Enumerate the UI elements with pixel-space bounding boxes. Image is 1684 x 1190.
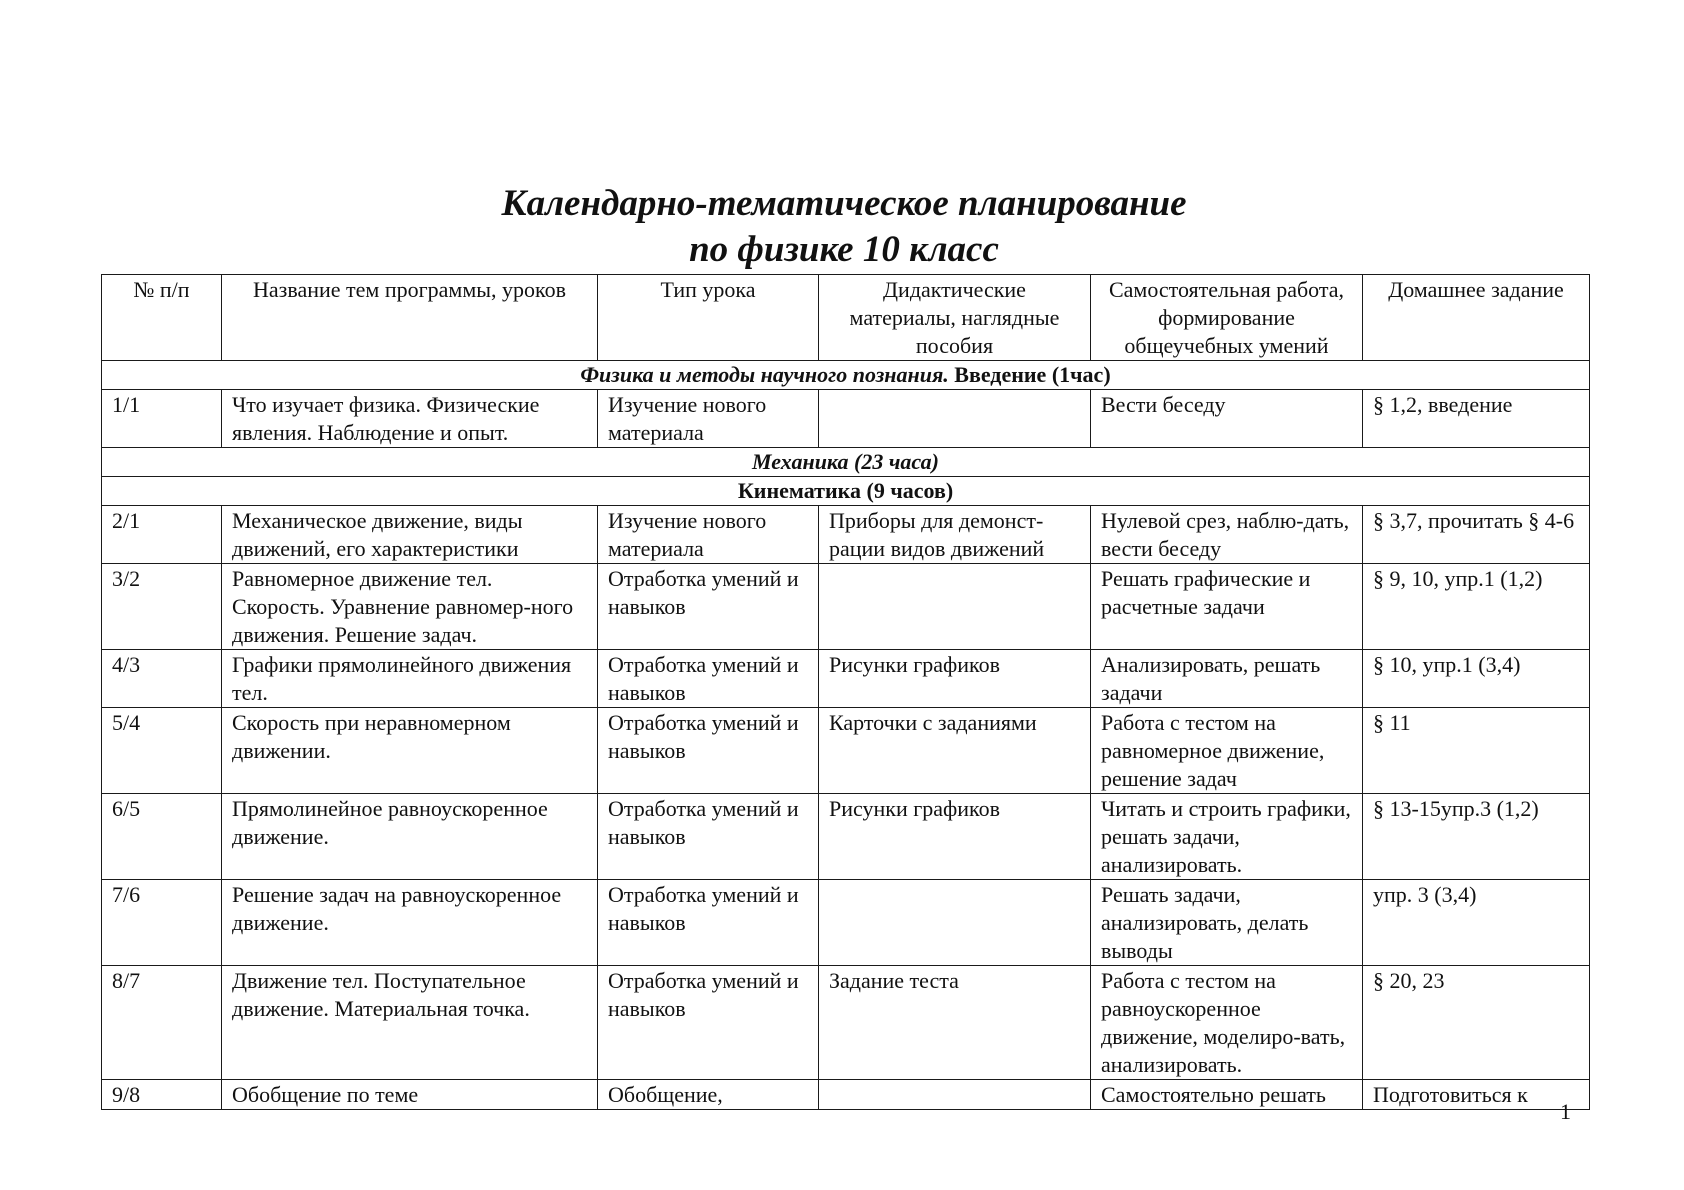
table-row: [102, 966, 1590, 1080]
cell-topic: Графики прямолинейного движения тел.: [222, 650, 598, 708]
plan-table: [101, 274, 1590, 1110]
header-lesson-type: Тип урока: [598, 275, 819, 361]
table-row: [102, 650, 1590, 708]
cell-homework: упр. 3 (3,4): [1363, 880, 1590, 966]
header-topic: Название тем программы, уроков: [222, 275, 598, 361]
section-row: [102, 361, 1590, 390]
table-row: [102, 564, 1590, 650]
header-materials: Дидактические материалы, наглядные пособия: [819, 275, 1091, 361]
cell-lesson-type: Отработка умений и навыков: [598, 708, 819, 794]
cell-independent-work: Читать и строить графики, решать задачи, анализировать.: [1091, 794, 1363, 880]
cell-lesson-type: Изучение нового материала: [598, 390, 819, 448]
cell-num: 1/1: [102, 390, 222, 448]
cell-independent-work: Самостоятельно решать: [1091, 1080, 1363, 1110]
cell-num: 3/2: [102, 564, 222, 650]
cell-topic: Обобщение по теме: [222, 1080, 598, 1110]
title-line-2: по физике 10 класс: [689, 229, 999, 270]
header-homework: Домашнее задание: [1363, 275, 1590, 361]
cell-homework: § 3,7, прочитать § 4-6: [1363, 506, 1590, 564]
cell-homework: Подготовиться к: [1363, 1080, 1590, 1110]
cell-lesson-type: Отработка умений и навыков: [598, 880, 819, 966]
cell-independent-work: Решать задачи, анализировать, делать выводы: [1091, 880, 1363, 966]
table-row: [102, 506, 1590, 564]
cell-independent-work: Анализировать, решать задачи: [1091, 650, 1363, 708]
table-row: [102, 880, 1590, 966]
cell-independent-work: Работа с тестом на равномерное движение, решение задач: [1091, 708, 1363, 794]
table-row: [102, 708, 1590, 794]
cell-materials: [819, 1080, 1091, 1110]
cell-lesson-type: Отработка умений и навыков: [598, 650, 819, 708]
cell-homework: § 10, упр.1 (3,4): [1363, 650, 1590, 708]
cell-independent-work: Работа с тестом на равноускоренное движение, моделиро-вать, анализировать.: [1091, 966, 1363, 1080]
cell-materials: Карточки с заданиями: [819, 708, 1091, 794]
cell-materials: Рисунки графиков: [819, 794, 1091, 880]
cell-lesson-type: Обобщение,: [598, 1080, 819, 1110]
cell-topic: Скорость при неравномерном движении.: [222, 708, 598, 794]
cell-independent-work: Решать графические и расчетные задачи: [1091, 564, 1363, 650]
cell-materials: Приборы для демонст-рации видов движений: [819, 506, 1091, 564]
cell-lesson-type: Отработка умений и навыков: [598, 966, 819, 1080]
table-header-row: [102, 275, 1590, 361]
cell-num: 7/6: [102, 880, 222, 966]
cell-materials: Рисунки графиков: [819, 650, 1091, 708]
section-row: [102, 448, 1590, 477]
cell-homework: § 11: [1363, 708, 1590, 794]
cell-homework: § 20, 23: [1363, 966, 1590, 1080]
cell-num: 6/5: [102, 794, 222, 880]
cell-topic: Прямолинейное равноускоренное движение.: [222, 794, 598, 880]
table-row: [102, 390, 1590, 448]
cell-materials: Задание теста: [819, 966, 1091, 1080]
cell-topic: Что изучает физика. Физические явления. Наблюдение и опыт.: [222, 390, 598, 448]
cell-materials: [819, 390, 1091, 448]
cell-num: 9/8: [102, 1080, 222, 1110]
cell-homework: § 9, 10, упр.1 (1,2): [1363, 564, 1590, 650]
section-row: [102, 477, 1590, 506]
cell-num: 2/1: [102, 506, 222, 564]
section-kinematics: Кинематика (9 часов): [102, 477, 1590, 506]
section-intro-bold: Введение (1час): [948, 362, 1111, 387]
cell-materials: [819, 564, 1091, 650]
page-number: 1: [1560, 1099, 1571, 1124]
cell-num: 8/7: [102, 966, 222, 1080]
cell-homework: § 1,2, введение: [1363, 390, 1590, 448]
cell-lesson-type: Изучение нового материала: [598, 506, 819, 564]
section-intro-italic: Физика и методы научного познания.: [580, 362, 949, 387]
cell-topic: Решение задач на равноускоренное движение.: [222, 880, 598, 966]
title-line-1: Календарно-тематическое планирование: [501, 183, 1187, 224]
table-row: [102, 1080, 1590, 1110]
header-num: № п/п: [102, 275, 222, 361]
cell-num: 5/4: [102, 708, 222, 794]
cell-independent-work: Вести беседу: [1091, 390, 1363, 448]
cell-lesson-type: Отработка умений и навыков: [598, 564, 819, 650]
cell-topic: Движение тел. Поступательное движение. Материальная точка.: [222, 966, 598, 1080]
section-mechanics: Механика (23 часа): [102, 448, 1590, 477]
cell-topic: Равномерное движение тел. Скорость. Уравнение равномер-ного движения. Решение задач.: [222, 564, 598, 650]
cell-independent-work: Нулевой срез, наблю-дать, вести беседу: [1091, 506, 1363, 564]
cell-materials: [819, 880, 1091, 966]
cell-homework: § 13-15упр.3 (1,2): [1363, 794, 1590, 880]
header-independent-work: Самостоятельная работа, формирование общеучебных умений: [1091, 275, 1363, 361]
cell-lesson-type: Отработка умений и навыков: [598, 794, 819, 880]
table-row: [102, 794, 1590, 880]
page-title: [100, 181, 1588, 273]
section-intro: [102, 361, 1590, 390]
cell-num: 4/3: [102, 650, 222, 708]
cell-topic: Механическое движение, виды движений, его характеристики: [222, 506, 598, 564]
